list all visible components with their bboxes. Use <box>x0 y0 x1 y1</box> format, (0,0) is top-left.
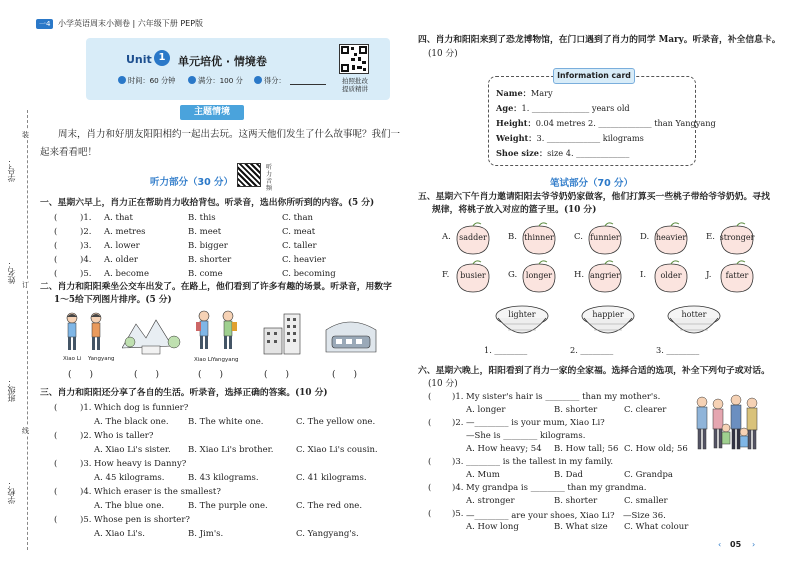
peach-letter: B. <box>508 232 517 242</box>
option-a: A. How heavy; 54 <box>466 444 542 454</box>
qr-caption: 拍照批改 提质精讲 <box>342 77 368 93</box>
margin-dashed-line <box>27 110 28 550</box>
q3-title: 三、肖力和阳阳还分享了各自的生活。听录音，选择正确的答案。(10 分) <box>40 388 328 398</box>
q1-item: ( )5. A. become B. come C. becoming <box>54 269 336 279</box>
basket-hotter[interactable]: hotter <box>666 298 722 344</box>
q6-options <box>418 444 698 458</box>
option-b: B. meet <box>188 227 222 237</box>
full-score-label: 满分：100 分 <box>198 76 243 85</box>
answer-paren[interactable]: ( <box>428 483 432 493</box>
score-label: 得分： <box>264 76 286 85</box>
binding-char-3: 线 <box>22 427 29 435</box>
binding-margin <box>0 110 34 550</box>
name-label-xiaoli-1: Xiao Li <box>63 356 82 362</box>
q1-item: ( )1. A. that B. this C. than <box>54 213 314 223</box>
option-a: A. The black one. <box>94 417 169 427</box>
exam-info <box>118 76 368 88</box>
answer-paren[interactable]: ( <box>428 392 432 402</box>
option-a: A. Mum <box>466 470 500 480</box>
peach-letter: F. <box>442 270 450 280</box>
next-page-icon[interactable]: › <box>752 540 756 549</box>
option-b: B. Jim's. <box>188 529 224 539</box>
option-c: C. smaller <box>624 496 668 506</box>
peach-option[interactable] <box>640 260 690 294</box>
name-label: 姓名： <box>7 260 16 284</box>
kids-with-bags-picture <box>192 308 242 356</box>
kids-standing-picture <box>60 310 110 356</box>
peach-grid <box>440 222 780 296</box>
family-photo-picture <box>690 392 768 456</box>
name-label-xiaoli-2: Xiao Li <box>194 357 213 363</box>
q1-item: ( )4. A. older B. shorter C. heavier <box>54 255 326 265</box>
answer-paren[interactable]: ( <box>54 227 58 237</box>
answer-paren[interactable]: ( <box>54 431 58 441</box>
option-b: B. How tall; 56 <box>554 444 619 454</box>
basket-lighter[interactable]: lighter <box>494 298 550 344</box>
q3-question: ( )3. How heavy is Danny? <box>54 459 187 469</box>
option-a: A. How long <box>466 522 519 532</box>
answer-paren[interactable]: ( ) <box>68 370 94 380</box>
option-b: B. Xiao Li's brother. <box>188 445 274 455</box>
q6-options <box>418 522 698 536</box>
q3-question: ( )4. Which eraser is the smallest? <box>54 487 221 497</box>
option-a: A. Xiao Li's sister. <box>94 445 171 455</box>
q6-title: 六、星期六晚上，阳阳看到了肖力一家的全家福。选择合适的选项，补全下列句子或对话。 <box>418 366 770 376</box>
answer-paren[interactable]: ( <box>54 515 58 525</box>
peach-word: fatter <box>725 271 749 280</box>
q6-question-extra: —She is ________ kilograms. <box>466 431 586 441</box>
q6-question: ( )1. My sister's hair is ________ than my mother's. <box>428 392 661 402</box>
answer-paren[interactable]: ( <box>428 509 432 519</box>
name-label-yangyang-2: Yangyang <box>212 357 239 363</box>
q3-question: ( )2. Who is taller? <box>54 431 154 441</box>
card-line-weight[interactable]: Weight：3. _____________ kilograms <box>496 133 644 143</box>
basket-answer-3[interactable]: 3. ________ <box>656 345 700 355</box>
clock-icon <box>118 76 126 84</box>
answer-paren[interactable]: ( ) <box>264 370 290 380</box>
q5-title-line-1: 五、星期六下午肖力邀请阳阳去爷爷奶奶家做客，他们打算买一些桃子带给爷爷奶奶。寻找 <box>418 192 770 202</box>
peach-letter: D. <box>640 232 650 242</box>
option-b: B. bigger <box>188 241 228 251</box>
answer-paren[interactable]: ( <box>54 487 58 497</box>
option-c: C. What colour <box>624 522 689 532</box>
option-c: C. How old; 56 <box>624 444 688 454</box>
answer-paren[interactable]: ( <box>54 213 58 223</box>
intro-text: 周末，肖力和好朋友阳阳相约一起出去玩。这两天他们发生了什么故事呢？我们一起来看看吧！ <box>40 129 401 158</box>
option-b: B. 43 kilograms. <box>188 473 259 483</box>
basket-row <box>494 298 734 346</box>
peach-letter: J. <box>706 270 712 280</box>
q3-options <box>40 473 400 487</box>
unit-label: Unit <box>126 53 152 66</box>
q3-options <box>40 445 400 459</box>
unit-number-badge: 1 <box>154 50 170 66</box>
basket-answer-2[interactable]: 2. ________ <box>570 345 614 355</box>
basket-answers <box>484 345 744 357</box>
peach-option[interactable] <box>640 222 690 256</box>
score-blank <box>290 84 326 85</box>
q3-list <box>40 403 400 543</box>
school-label: 学校： <box>7 480 16 504</box>
option-b: B. shorter <box>554 405 598 415</box>
peach-letter: A. <box>442 232 451 242</box>
option-b: B. shorter <box>188 255 232 265</box>
q6-options <box>418 496 698 510</box>
peach-word: sadder <box>459 233 487 242</box>
answer-paren[interactable]: ( <box>54 459 58 469</box>
peach-word: older <box>660 271 682 280</box>
peach-letter: H. <box>574 270 585 280</box>
q2-title-line-2: 1～5给下列图片排序。(5 分) <box>54 295 172 305</box>
peach-option[interactable] <box>574 260 624 294</box>
peach-word: thinner <box>524 233 554 242</box>
listening-qr-caption: 听力音频 <box>266 164 273 192</box>
q6-question: ( )4. My grandpa is ________ than my grandma. <box>428 483 647 493</box>
q2-title-line-1: 二、肖力和阳阳乘坐公交车出发了。在路上，他们看到了许多有趣的场景。听录音，用数字 <box>40 282 392 292</box>
name-label-yangyang-1: Yangyang <box>88 356 115 362</box>
option-b: B. The purple one. <box>188 501 268 511</box>
card-line-shoe-size[interactable]: Shoe size：size 4. _____________ <box>496 148 630 158</box>
q1-item: ( )2. A. metres B. meet C. meat <box>54 227 316 237</box>
q6-question: ( )5. —________ are your shoes, Xiao Li? —Size 36. <box>428 509 666 521</box>
option-a: A. older <box>104 255 138 265</box>
q3-options <box>40 501 400 515</box>
answer-paren[interactable]: ( ) <box>198 370 224 380</box>
option-c: C. Yangyang's. <box>296 529 359 539</box>
q6-options <box>418 405 698 419</box>
prev-page-icon[interactable]: ‹ <box>718 540 722 549</box>
option-c: C. The yellow one. <box>296 417 376 427</box>
q4-score: (10 分) <box>428 49 458 59</box>
binding-char-2: 订 <box>22 281 29 289</box>
basket-answer-1[interactable]: 1. ________ <box>484 345 528 355</box>
q3-question: ( )1. Which dog is funnier? <box>54 403 189 413</box>
q6-question: ( )2. —________ is your mum, Xiao Li? <box>428 418 605 428</box>
option-a: A. Xiao Li's. <box>94 529 145 539</box>
page-number: 05 <box>730 540 742 549</box>
time-label: 时间：60 分钟 <box>128 76 176 85</box>
answer-paren[interactable]: ( ) <box>332 370 358 380</box>
score-icon <box>188 76 196 84</box>
listening-qr-code[interactable] <box>237 163 261 187</box>
page-footer <box>718 540 768 552</box>
option-a: A. metres <box>104 227 146 237</box>
q6-list <box>418 392 698 540</box>
mountain-scene-picture <box>122 312 184 356</box>
option-b: B. this <box>188 213 216 223</box>
q3-options <box>40 529 400 543</box>
peach-letter: E. <box>706 232 715 242</box>
peach-option[interactable] <box>442 260 492 294</box>
q5-title-line-2: 规律，将桃子放入对应的篮子里。(10 分) <box>432 205 597 215</box>
option-c: C. The red one. <box>296 501 363 511</box>
option-c: C. 41 kilograms. <box>296 473 367 483</box>
peach-letter: G. <box>508 270 518 280</box>
option-c: C. Grandpa <box>624 470 673 480</box>
peach-word: busier <box>460 271 486 280</box>
option-b: B. shorter <box>554 496 598 506</box>
peach-word: funnier <box>590 233 620 242</box>
q1-title: 一、星期六早上，肖力正在帮助肖力收拾背包。听录音，选出你所听到的内容。(5 分) <box>40 198 375 208</box>
option-c: C. Xiao Li's cousin. <box>296 445 378 455</box>
peach-letter: C. <box>574 232 583 242</box>
buildings-picture <box>258 312 308 356</box>
peach-option[interactable] <box>508 260 558 294</box>
option-a: A. longer <box>466 405 506 415</box>
peach-letter: I. <box>640 270 647 280</box>
peach-word: stronger <box>719 233 755 242</box>
q4-title: 四、肖力和阳阳来到了恐龙博物馆，在门口遇到了肖力的同学 Mary。听录音，补全信息卡。 <box>418 35 781 45</box>
option-a: A. that <box>104 213 133 223</box>
information-card-title: Information card <box>553 68 635 84</box>
train-station-picture <box>322 310 380 356</box>
peach-option[interactable] <box>442 222 492 256</box>
card-line-name: Name：Mary <box>496 88 553 98</box>
card-line-age[interactable]: Age：1. ______________ years old <box>496 103 630 113</box>
option-a: A. stronger <box>466 496 515 506</box>
listening-title: 听力部分（30 分） <box>150 177 234 188</box>
class-label: 班级： <box>7 378 16 402</box>
answer-paren[interactable]: ( <box>54 255 58 265</box>
q1-item: ( )3. A. lower B. bigger C. taller <box>54 241 317 251</box>
q3-options <box>40 417 400 431</box>
series-header <box>36 18 396 32</box>
theme-banner: 主题情境 <box>180 105 244 120</box>
option-c: C. meat <box>282 227 316 237</box>
option-c: C. becoming <box>282 269 336 279</box>
q2-answer-row <box>60 367 380 381</box>
peach-word: longer <box>525 271 553 280</box>
option-a: A. become <box>104 269 149 279</box>
pencil-icon <box>254 76 262 84</box>
q3-question: ( )5. Whose pen is shorter? <box>54 515 190 525</box>
option-b: B. come <box>188 269 223 279</box>
unit-title: 单元培优 · 情境卷 <box>178 55 267 68</box>
q6-score: (10 分) <box>428 379 458 389</box>
peach-option[interactable] <box>508 222 558 256</box>
option-b: B. Dad <box>554 470 583 480</box>
option-b: B. What size <box>554 522 608 532</box>
information-card-lines <box>496 88 716 166</box>
answer-paren[interactable]: ( <box>54 403 58 413</box>
series-title: 小学英语周末小测卷 | 六年级下册 PEP版 <box>58 19 204 28</box>
peach-option[interactable] <box>574 222 624 256</box>
peach-word: heavier <box>655 233 687 242</box>
writing-title: 笔试部分（70 分） <box>550 178 634 189</box>
student-number-label: 学号： <box>7 158 16 182</box>
answer-paren[interactable]: ( <box>428 457 432 467</box>
peach-option[interactable] <box>706 260 756 294</box>
basket-happier[interactable]: happier <box>580 298 636 344</box>
answer-paren[interactable]: ( <box>428 418 432 428</box>
peach-option[interactable] <box>706 222 756 256</box>
answer-paren[interactable]: ( <box>54 269 58 279</box>
option-b: B. The white one. <box>188 417 264 427</box>
series-badge: 一4 <box>36 19 53 29</box>
q1-list <box>40 213 400 285</box>
card-line-height[interactable]: Height：0.04 metres 2. _____________ than Yangyang <box>496 118 716 128</box>
option-c: C. taller <box>282 241 317 251</box>
peach-word: angrier <box>590 271 620 280</box>
q6-question: ( )3. ________ is the tallest in my family. <box>428 457 614 467</box>
answer-paren[interactable]: ( ) <box>134 370 160 380</box>
option-c: C. heavier <box>282 255 326 265</box>
qr-code[interactable] <box>339 44 369 74</box>
option-a: A. The blue one. <box>94 501 165 511</box>
q6-options <box>418 470 698 484</box>
option-a: A. 45 kilograms. <box>94 473 165 483</box>
binding-char-1: 装 <box>22 131 29 139</box>
option-c: C. than <box>282 213 314 223</box>
option-c: C. clearer <box>624 405 667 415</box>
option-a: A. lower <box>104 241 140 251</box>
answer-paren[interactable]: ( <box>54 241 58 251</box>
